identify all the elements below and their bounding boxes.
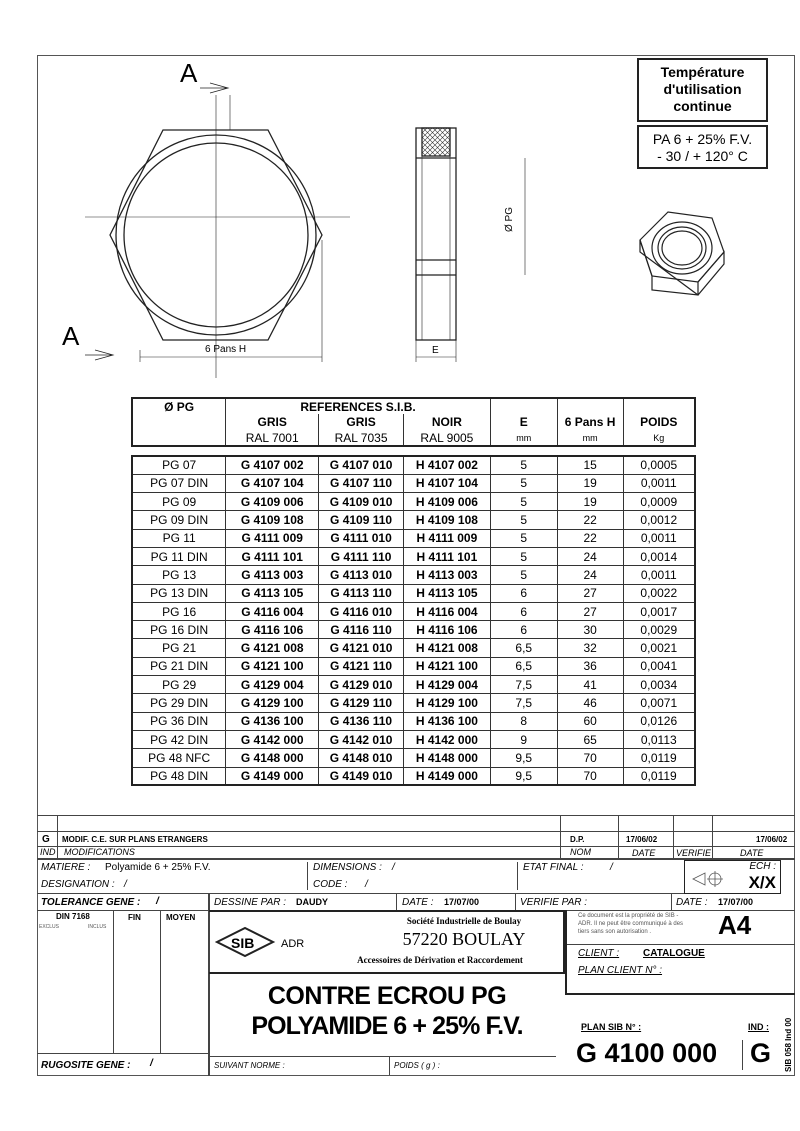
label: DATE : <box>402 897 434 908</box>
col-h: 6 Pans H <box>557 414 623 430</box>
table-cell: PG 21 <box>132 639 226 657</box>
table-cell: G 4121 100 <box>226 657 319 675</box>
table-cell: H 4129 004 <box>403 676 490 694</box>
table-cell: G 4149 000 <box>226 767 319 785</box>
table-cell: G 4111 009 <box>226 529 319 547</box>
table-cell: H 4121 100 <box>403 657 490 675</box>
label: EXCLUS <box>39 924 60 930</box>
table-cell: 60 <box>557 712 623 730</box>
table-cell: 46 <box>557 694 623 712</box>
table-cell: 5 <box>490 474 557 492</box>
table-cell: 8 <box>490 712 557 730</box>
table-cell: 0,0034 <box>623 676 695 694</box>
table-cell: 24 <box>557 547 623 565</box>
table-cell: 0,0113 <box>623 730 695 748</box>
table-cell: PG 09 <box>132 493 226 511</box>
table-cell: G 4121 110 <box>319 657 404 675</box>
label: MODIFICATIONS <box>64 847 135 857</box>
label: MATIERE : <box>41 862 91 873</box>
table-cell: G 4113 105 <box>226 584 319 602</box>
hex-dim-label: 6 Pans H <box>205 344 247 355</box>
paper-format: A4 <box>718 910 752 940</box>
table-cell: H 4129 100 <box>403 694 490 712</box>
table-cell: PG 13 <box>132 566 226 584</box>
label: CLIENT : <box>578 948 620 959</box>
table-cell: PG 29 <box>132 676 226 694</box>
matiere-value: Polyamide 6 + 25% F.V. <box>105 862 211 873</box>
table-cell: PG 07 DIN <box>132 474 226 492</box>
table-cell: 19 <box>557 474 623 492</box>
table-cell: G 4111 110 <box>319 547 404 565</box>
table-row <box>132 547 695 565</box>
label: DESSINE PAR : <box>214 897 287 908</box>
table-cell: 0,0014 <box>623 547 695 565</box>
table-cell: 41 <box>557 676 623 694</box>
table-row <box>132 511 695 529</box>
rev-date2: 17/06/02 <box>756 835 788 844</box>
table-row <box>132 621 695 639</box>
table-cell: PG 48 NFC <box>132 749 226 767</box>
table-cell: H 4109 006 <box>403 493 490 511</box>
table-cell: G 4136 110 <box>319 712 404 730</box>
company-block <box>209 910 565 974</box>
table-cell: 6,5 <box>490 639 557 657</box>
isometric-view <box>640 212 724 295</box>
table-cell: G 4107 110 <box>319 474 404 492</box>
table-cell: H 4111 101 <box>403 547 490 565</box>
label: VERIFIE PAR : <box>520 897 588 908</box>
label: DATE : <box>676 897 708 908</box>
col-poids: POIDS <box>623 414 695 430</box>
rev-text: MODIF. C.E. SUR PLANS ETRANGERS <box>62 835 208 844</box>
table-cell: G 4121 010 <box>319 639 404 657</box>
table-row <box>132 749 695 767</box>
label: MOYEN <box>166 913 196 922</box>
table-cell: H 4148 000 <box>403 749 490 767</box>
label: TOLERANCE GENE : <box>41 897 141 908</box>
table-row <box>132 566 695 584</box>
label: PLAN CLIENT N° : <box>578 965 663 976</box>
table-cell: 6 <box>490 602 557 620</box>
table-cell: H 4116 004 <box>403 602 490 620</box>
table-cell: G 4113 110 <box>319 584 404 602</box>
table-cell: PG 36 DIN <box>132 712 226 730</box>
table-cell: G 4107 002 <box>226 456 319 474</box>
table-cell: 7,5 <box>490 694 557 712</box>
col-gris-7035: GRIS <box>319 414 404 430</box>
col-gris-7001: GRIS <box>226 414 319 430</box>
form-reference: SIB 058 Ind 00 <box>784 1017 793 1072</box>
table-cell: 6 <box>490 584 557 602</box>
table-cell: PG 11 <box>132 529 226 547</box>
rugosite-value: / <box>150 1058 153 1069</box>
temp-line: d'utilisation <box>663 81 742 97</box>
front-view <box>85 83 350 378</box>
table-cell: G 4149 010 <box>319 767 404 785</box>
table-cell: 6 <box>490 621 557 639</box>
client-value: CATALOGUE <box>643 948 705 959</box>
table-cell: 0,0012 <box>623 511 695 529</box>
table-cell: 0,0011 <box>623 529 695 547</box>
thickness-dim-label: E <box>432 345 439 356</box>
company-city: 57220 BOULAY <box>402 929 526 949</box>
table-cell: G 4109 010 <box>319 493 404 511</box>
table-cell: G 4136 100 <box>226 712 319 730</box>
table-row <box>132 712 695 730</box>
property-notice: Ce document est la propriété de SIB - ADR. Il ne peut être communiqué à des tiers sans son autorisation . <box>578 913 684 935</box>
table-cell: 65 <box>557 730 623 748</box>
table-cell: 0,0021 <box>623 639 695 657</box>
table-cell: 70 <box>557 749 623 767</box>
table-cell: PG 09 DIN <box>132 511 226 529</box>
table-cell: 9 <box>490 730 557 748</box>
table-cell: 5 <box>490 566 557 584</box>
references-header-table <box>131 397 696 447</box>
table-cell: 0,0041 <box>623 657 695 675</box>
table-cell: PG 16 DIN <box>132 621 226 639</box>
table-cell: 0,0017 <box>623 602 695 620</box>
table-cell: G 4148 010 <box>319 749 404 767</box>
table-cell: 19 <box>557 493 623 511</box>
table-cell: PG 16 <box>132 602 226 620</box>
table-cell: G 4148 000 <box>226 749 319 767</box>
table-cell: G 4113 003 <box>226 566 319 584</box>
label: IND : <box>748 1022 769 1032</box>
table-cell: H 4116 106 <box>403 621 490 639</box>
unit: Kg <box>623 430 695 446</box>
table-cell: 5 <box>490 547 557 565</box>
table-cell: H 4111 009 <box>403 529 490 547</box>
table-cell: H 4107 002 <box>403 456 490 474</box>
table-cell: G 4129 100 <box>226 694 319 712</box>
table-cell: 15 <box>557 456 623 474</box>
table-cell: 5 <box>490 456 557 474</box>
ral: RAL 7001 <box>226 430 319 446</box>
table-cell: G 4129 004 <box>226 676 319 694</box>
table-cell: H 4113 003 <box>403 566 490 584</box>
refs-title: REFERENCES S.I.B. <box>226 398 491 414</box>
table-cell: 27 <box>557 584 623 602</box>
label: CODE : <box>313 879 348 890</box>
label: DATE <box>632 848 656 858</box>
table-cell: PG 29 DIN <box>132 694 226 712</box>
table-cell: G 4121 008 <box>226 639 319 657</box>
label: ECH : <box>749 861 776 872</box>
ral: RAL 7035 <box>319 430 404 446</box>
references-table <box>131 455 696 786</box>
table-cell: 0,0126 <box>623 712 695 730</box>
table-cell: 0,0119 <box>623 767 695 785</box>
rev-nom: D.P. <box>570 835 585 844</box>
table-cell: G 4116 106 <box>226 621 319 639</box>
table-row <box>132 676 695 694</box>
scale-box <box>684 860 781 894</box>
label: RUGOSITE GENE : <box>41 1060 131 1071</box>
table-cell: 22 <box>557 529 623 547</box>
company-name: Société Industrielle de Boulay <box>406 916 522 926</box>
table-cell: G 4109 108 <box>226 511 319 529</box>
table-row <box>132 493 695 511</box>
temp-range: - 30 / + 120° C <box>657 148 748 164</box>
table-cell: H 4142 000 <box>403 730 490 748</box>
diameter-dim-label: Ø PG <box>504 206 515 232</box>
label: SUIVANT NORME : <box>214 1061 285 1070</box>
table-row <box>132 456 695 474</box>
label: POIDS ( g ) : <box>394 1061 440 1070</box>
col-e: E <box>490 414 557 430</box>
label: DATE <box>740 848 764 858</box>
table-row <box>132 529 695 547</box>
part-title: CONTRE ECROU PG <box>267 982 507 1010</box>
temp-line: continue <box>673 98 732 114</box>
table-cell: G 4109 006 <box>226 493 319 511</box>
table-cell: 36 <box>557 657 623 675</box>
verified-date: 17/07/00 <box>718 897 754 907</box>
table-cell: PG 48 DIN <box>132 767 226 785</box>
table-cell: PG 11 DIN <box>132 547 226 565</box>
rev-ind: G <box>42 834 50 845</box>
table-cell: 7,5 <box>490 676 557 694</box>
table-cell: H 4149 000 <box>403 767 490 785</box>
table-row <box>132 694 695 712</box>
drawn-by: DAUDY <box>296 897 329 907</box>
table-cell: 0,0029 <box>623 621 695 639</box>
table-cell: G 4107 010 <box>319 456 404 474</box>
label: INCLUS <box>88 924 107 930</box>
label: DIN 7168 <box>56 912 90 921</box>
unit: mm <box>490 430 557 446</box>
table-cell: 22 <box>557 511 623 529</box>
drawn-date: 17/07/00 <box>444 897 480 907</box>
plan-index: G <box>750 1038 772 1068</box>
scale-value: X/X <box>748 873 776 892</box>
rev-date: 17/06/02 <box>626 835 658 844</box>
section-a-top: A <box>180 58 198 88</box>
unit: mm <box>557 430 623 446</box>
table-cell: 9,5 <box>490 767 557 785</box>
table-cell: 24 <box>557 566 623 584</box>
table-cell: 0,0011 <box>623 474 695 492</box>
table-cell: G 4111 010 <box>319 529 404 547</box>
table-row <box>132 602 695 620</box>
table-cell: 0,0119 <box>623 749 695 767</box>
table-row <box>132 639 695 657</box>
table-cell: G 4142 000 <box>226 730 319 748</box>
code-value: / <box>365 879 368 890</box>
table-cell: H 4121 008 <box>403 639 490 657</box>
table-row <box>132 474 695 492</box>
table-cell: G 4107 104 <box>226 474 319 492</box>
table-row <box>132 767 695 785</box>
table-cell: G 4113 010 <box>319 566 404 584</box>
table-cell: 0,0022 <box>623 584 695 602</box>
table-cell: 30 <box>557 621 623 639</box>
table-cell: 32 <box>557 639 623 657</box>
table-cell: PG 42 DIN <box>132 730 226 748</box>
label: ETAT FINAL : <box>523 862 584 873</box>
label: PLAN SIB N° : <box>581 1022 642 1032</box>
table-cell: 5 <box>490 493 557 511</box>
table-cell: PG 07 <box>132 456 226 474</box>
label: DESIGNATION : <box>41 879 115 890</box>
table-cell: G 4109 110 <box>319 511 404 529</box>
table-cell: G 4142 010 <box>319 730 404 748</box>
table-cell: G 4129 110 <box>319 694 404 712</box>
plan-number: G 4100 000 <box>576 1038 718 1068</box>
table-cell: 0,0009 <box>623 493 695 511</box>
technical-drawing <box>0 0 800 400</box>
table-cell: 70 <box>557 767 623 785</box>
section-a-bottom: A <box>62 321 80 351</box>
table-cell: H 4136 100 <box>403 712 490 730</box>
table-cell: 9,5 <box>490 749 557 767</box>
table-cell: PG 13 DIN <box>132 584 226 602</box>
label: DIMENSIONS : <box>313 862 382 873</box>
tolerance-value: / <box>156 896 159 907</box>
company-logo <box>215 922 305 964</box>
table-cell: H 4109 108 <box>403 511 490 529</box>
label: NOM <box>570 847 591 857</box>
table-cell: H 4113 105 <box>403 584 490 602</box>
designation-value: / <box>124 879 127 890</box>
part-material-title: POLYAMIDE 6 + 25% F.V. <box>251 1012 523 1040</box>
table-cell: G 4111 101 <box>226 547 319 565</box>
label: VERIFIE <box>676 848 712 858</box>
table-cell: 0,0005 <box>623 456 695 474</box>
table-cell: G 4129 010 <box>319 676 404 694</box>
etat-value: / <box>610 862 613 873</box>
temp-line: Température <box>660 64 745 80</box>
table-cell: G 4116 004 <box>226 602 319 620</box>
table-cell: 5 <box>490 529 557 547</box>
label: IND <box>40 847 56 857</box>
table-cell: 5 <box>490 511 557 529</box>
table-cell: 0,0011 <box>623 566 695 584</box>
dimensions-value: / <box>392 862 395 873</box>
ral: RAL 9005 <box>403 430 490 446</box>
table-cell: 27 <box>557 602 623 620</box>
table-cell: 0,0071 <box>623 694 695 712</box>
col-pg: Ø PG <box>132 398 226 414</box>
side-view <box>416 128 525 362</box>
temp-material: PA 6 + 25% F.V. <box>652 131 753 147</box>
table-row <box>132 730 695 748</box>
projection-symbol-icon <box>691 869 731 889</box>
col-noir-9005: NOIR <box>403 414 490 430</box>
company-tagline: Accessoires de Dérivation et Raccordement <box>357 955 523 965</box>
label: FIN <box>128 913 141 922</box>
table-row <box>132 657 695 675</box>
table-cell: H 4107 104 <box>403 474 490 492</box>
table-cell: G 4116 110 <box>319 621 404 639</box>
table-cell: G 4116 010 <box>319 602 404 620</box>
logo-sib: SIB <box>231 935 255 951</box>
table-cell: 6,5 <box>490 657 557 675</box>
table-cell: PG 21 DIN <box>132 657 226 675</box>
logo-adr: ADR <box>281 938 305 950</box>
table-row <box>132 584 695 602</box>
